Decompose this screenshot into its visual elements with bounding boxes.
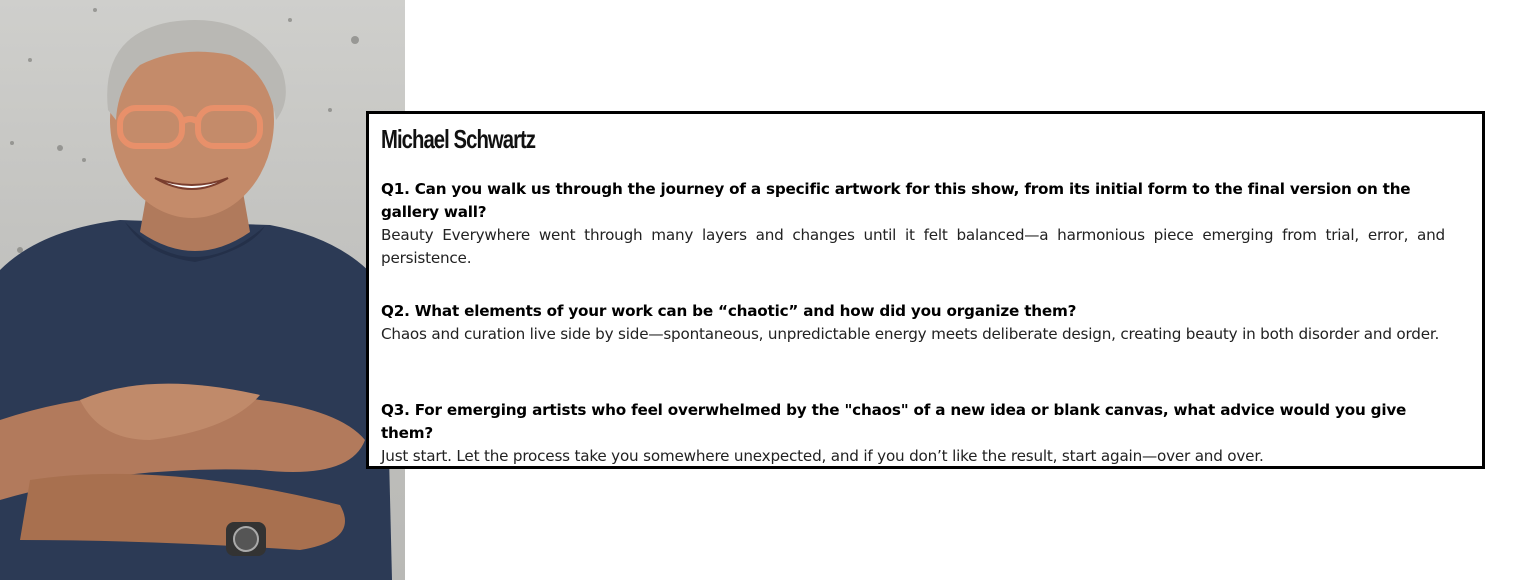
answer-2: Chaos and curation live side by side—spontaneous, unpredictable energy meets deliberate design, creating beauty in both disorder and order. (381, 325, 1440, 343)
interview-card (366, 111, 1485, 469)
artist-name: Michael Schwartz (381, 124, 536, 154)
question-3: Q3. For emerging artists who feel overwhelmed by the "chaos" of a new idea or blank canvas, what advice would you give them? (381, 401, 1407, 442)
qa-item-3 (381, 399, 1445, 468)
answer-3: Just start. Let the process take you somewhere unexpected, and if you don’t like the result, start again—over and over. (381, 447, 1264, 465)
portrait-photo (0, 0, 405, 580)
question-2: Q2. What elements of your work can be “chaotic” and how did you organize them? (381, 302, 1077, 320)
answer-1: Beauty Everywhere went through many layers and changes until it felt balanced—a harmonious piece emerging from trial, error, and persistence. (381, 226, 1445, 267)
portrait-illustration (0, 0, 405, 580)
qa-item-1 (381, 178, 1445, 270)
question-1: Q1. Can you walk us through the journey of a specific artwork for this show, from its initial form to the final version on the gallery wall? (381, 180, 1411, 221)
qa-item-2 (381, 300, 1445, 346)
